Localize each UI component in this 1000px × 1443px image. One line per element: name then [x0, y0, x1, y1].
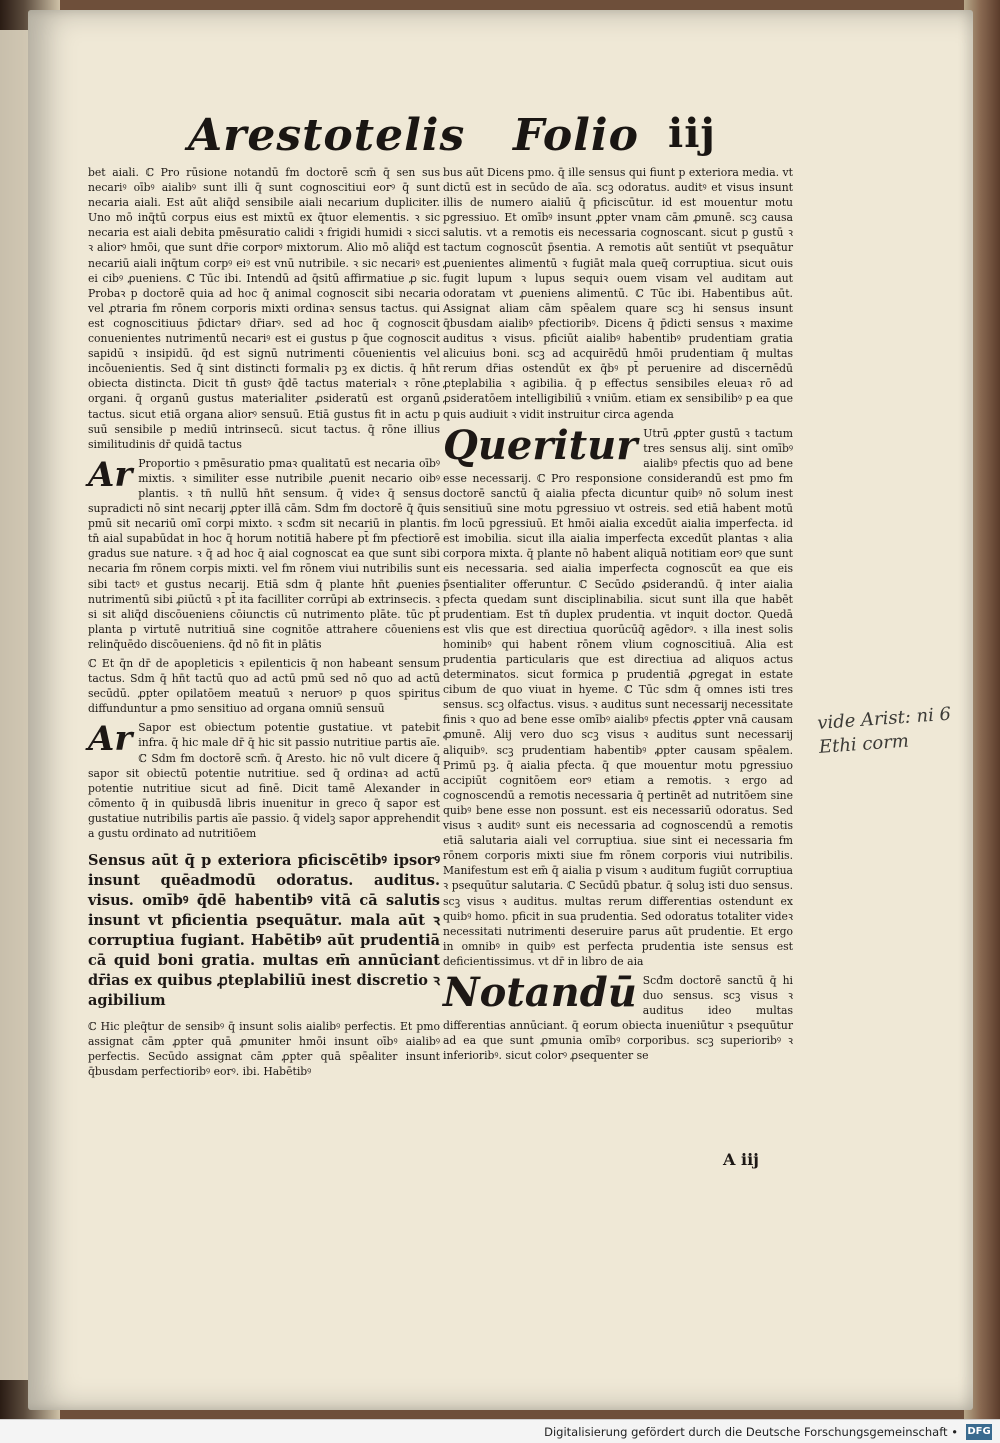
- text-passage: Sensus aūt q̄ p exteriora pficiscētibꝰ ipsorꝰ insunt quēadmodū odoratus. auditus. visus. omībꝰ q̄dē habentibꝰ vitā cā salutis insunt vt pficientia psequātur. mala aūt ꝛ corruptiua fugiant. Habētibꝰ aūt prudentiā cā quid boni gratia. multas em̄ annūciant dr̄ias ex quibus ꝓteplabiliū inest discretio ꝛ agibilium: [88, 852, 440, 1010]
- handwritten-annotation: vide Arist: ni 6 Ethi corm: [816, 703, 952, 758]
- signature-mark: A iij: [723, 1150, 759, 1169]
- paragraph: [443, 421, 793, 969]
- paragraph-text: Utrū ꝓpter gustū ꝛ tactum tres sensus alij. sint omībꝰ aialibꝰ pfectis quo ad bene esse necessarij. ℂ Pro responsione considerandū est pmo fm doctorē sanctū q̄ aialia pfecta dicuntur quibꝰ nō solum inest sensitiuū sine motu pgressiuo vt ostreis. sed etiā habent motū fm locū pgressiuū. Et hmōi aialia excedūt aialia imperfecta. id est imobilia. sicut illa aialia imperfecta excedūt plantas ꝛ alia corpora mixta. q̄ plante nō habent aliquā notitiam eorꝰ que sunt eis necessaria. sed aialia imperfecta cognoscūt ea que eis p̄sentialiter offeruntur. ℂ Secūdo ꝓsiderandū. q̄ inter aialia pfecta quedam sunt disciplinabilia. sicut sunt illa que habēt prudentiam. Est tn̄ duplex prudentia. vt inquit doctor. Quedā est vlis que est directiua quorūcūq̄ agēdorꝰ. ꝛ illa inest solis hominibꝰ qui habent rōnem vlium cognoscitiuā. Alia est prudentia particularis que est directiua ad aliquos actus determinatos. sicut formica p prudentiā ꝓgregat in estate cibum de quo viuat in hyeme. ℂ Tūc sdm q̄ omnes isti tres sensus. scꝫ olfactus. visus. ꝛ auditus sunt necessarij necessitate finis ꝛ quo ad bene esse omībꝰ aialibꝰ pfectis ꝓpter vnā causam ꝓmunē. Alij vero duo scꝫ visus ꝛ auditus sunt necessarij aliquibꝰ. scꝫ prudentiam habentibꝰ ꝓpter causam spēalem. Primū pꝫ. q̄ aialia pfecta. q̄ que mouentur motu pgressiuo accipiūt cognitōem eorꝰ etiam a remotis. ꝛ ergo ad cognoscendū a remotis necessaria q̄ pertinēt ad nutritōem sine quibꝰ bene esse non possunt. est eis necessariū odoratus. Sed visus ꝛ auditꝰ sunt eis necessaria ad cognoscendū a remotis etiā salutaria aiali vel corruptiua. siue sint ei necessaria fm rōnem corporis mixti siue fm rōnem corporis viui nutribilis. Manifestum est em̄ q̄ aialia p visum ꝛ auditum fugiūt corruptiua ꝛ psequūtur salutaria. ℂ Secūdū pbatur. q̄ soluꝫ isti duo sensus. scꝫ visus ꝛ auditus. multas rerum differentias ostendunt ex quibꝰ homo. pficit in sua prudentia. Sed odoratus totaliter videꝛ necessitati nutrimenti deseruire parus aūt prudentie. Et ergo in omnibꝰ in quibꝰ est perfecta prudentia iste sensus est deficientissimus. vt dr̄ in libro de aia: [443, 426, 793, 968]
- section-marker: Queritur: [443, 421, 638, 469]
- section-marker: Ar: [88, 719, 133, 760]
- running-head-right: Folio: [513, 110, 639, 161]
- section-marker: Ar: [88, 454, 133, 495]
- paragraph: ℂ Hic pleq̄tur de sensibꝰ q̄ insunt solis aialibꝰ perfectis. Et pmo assignat cām ꝓpter quā ꝓmuniter hmōi insunt oībꝰ aialibꝰ perfectis. Secūdo assignat cām ꝓpter quā spēaliter insunt q̄busdam perfectioribꝰ eorꝰ. ibi. Habētibꝰ: [88, 1020, 440, 1079]
- folio-number: iij: [668, 110, 716, 157]
- paragraph-text: Sapor est obiectum potentie gustatiue. vt patebit infra. q̄ hic male dr̄ q̄ hic sit passio nutritiue partis aīe. ℂ Sdm fm doctorē scm̄. q̄ Aresto. hic nō vult dicere q̄ sapor sit obiectū potentie nutritiue. sed q̄ ordinaꝛ ad actū potentie nutritiue sicut ad finē. Dicit tamē Alexander in cōmento q̄ in quibusdā libris inuenitur in greco q̄ sapor est gustatiue nutribilis partis aīe passio. q̄ videlꝫ sapor apprehendit a gustu ordinato ad nutritiōem: [88, 721, 440, 841]
- running-head-left: Arestotelis: [188, 110, 466, 161]
- facing-page-edge: [0, 30, 28, 1380]
- paragraph: [88, 456, 440, 652]
- paragraph: [443, 968, 793, 1064]
- paragraph-text: Scđm doctorē sanctū q̄ hi duo sensus. scꝫ visus ꝛ auditus ideo multas differentias annūciant. q̄ eorum obiecta inueniūtur ꝛ psequūtur ad ea que sunt ꝓmunia omībꝰ corporibus. scꝫ superioribꝰ ꝛ inferioribꝰ. sicut colorꝰ ꝓsequenter se: [443, 973, 793, 1063]
- footer-bar: [0, 1419, 1000, 1443]
- paragraph-text: Proportio ꝛ pmēsuratio pmaꝛ qualitatū est necaria oībꝰ mixtis. ꝛ similiter esse nutribile ꝓuenit necario oibꝰ plantis. ꝛ tn̄ nullū hn̄t sensum. q̄ videꝛ q̄ sensus supradicti nō sint necarij ꝓpter illā cām. Sdm fm doctorē q̄ q̄uis pmū sit necariū omī corpi mixto. ꝛ scđm sit necariū in plantis. tn̄ aial supabūdat in hoc q̄ horum notitiā habere pt̄ fm pfectiorē gradus sue nature. ꝛ q̄ ad hoc q̄ aial cognoscat ea que sunt sibi necaria fm rōnem corpis mixti. vel fm rōnem viui nutribilis sunt sibi tactꝰ et gustus necarij. Etiā sdm q̄ plante hn̄t ꝓuenies nutrimentū sibi ꝓiūctū ꝛ pt̄ ita facilliter corrūpi ab extrinsecis. ꝛ si sit aliq̄d discōueniens cōiunctis cū nutrimento plāte. tūc pt̄ planta p virtutē nutritiuā sine cognitōe attrahere cōueniens relinq̄uēdo discōueniens. q̄d nō fit in plātis: [88, 456, 440, 651]
- section-marker: Notandū: [443, 968, 637, 1016]
- paragraph: bus aūt Dicens pmo. q̄ ille sensus qui fiunt p exteriora media. vt dictū est in secūdo de aīa. scꝫ odoratus. auditꝰ et visus insunt illis de numero aialiū q̄ pficiscūtur. id est mouentur motu pgressiuo. Et omībꝰ insunt ꝓpter vnam cām ꝓmunē. scꝫ causa salutis. vt a remotis eis necessaria cognoscant. sicut p gustū ꝛ tactum cognoscūt p̄sentia. A remotis aūt sentiūt vt psequātur ꝓuenientes alimentū ꝛ fugiāt mala queq̄ corruptiua. sicut ouis fugit lupum ꝛ lupus sequiꝛ ouem visam vel auditam aut odoratam vt ꝓueniens alimentū. ℂ Tūc ibi. Habentibus aūt. Assignat aliam cām spēalem quare scꝫ hi sensus insunt q̄busdam aialibꝰ pfectioribꝰ. Dicens q̄ p̄dicti sensus ꝛ maxime auditus ꝛ visus. pficiūt aialibꝰ habentibꝰ prudentiam gratia alicuius boni. scꝫ ad acquirēdū hmōi prudentiam q̄ multas rerum dr̄ias ostendūt ex q̄bꝰ pt̄ peruenire ad discernēdū ꝓteplabilia ꝛ agibilia. q̄ p effectus sensibiles eleuaꝛ rō ad ꝓsideratōem intelligibiliū ꝛ vniūm. etiam ex sensibilibꝰ p ea que quis audiuit ꝛ vidit instruitur circa agenda: [443, 166, 793, 421]
- paragraph: bet aiali. ℂ Pro rūsione notandū fm doctorē scm̄ q̄ sen sus necariꝰ oībꝰ aialibꝰ sunt illi q̄ sunt cognoscitiui eorꝰ q̄ sunt necaria aiali. Est aūt aliq̄d sensibile aiali necarium dupliciter. Uno mō inq̄tū corpus eius est mixtū ex q̄tuor elementis. ꝛ sic necaria est aiali debita pmēsuratio calidi ꝛ frigidi humidi ꝛ sicci ꝛ aliorꝰ hmōi, que sunt dr̄ie corporꝰ mixtorum. Alio mō aliq̄d est necariū aiali inq̄tum corpꝰ eiꝰ est vnū nutribile. ꝛ sic necariꝰ est ei cibꝰ ꝓueniens. ℂ Tūc ibi. Intendū ad q̄sitū affirmatiue ꝓ sic. Probaꝛ p doctorē quia ad hoc q̄ animal cognoscit sibi necaria vel ꝓtraria fm rōnem corporis mixti ordinaꝛ sensus tactus. qui est cognoscitiuus p̄dictarꝰ dr̄iarꝰ. sed ad hoc q̄ cognoscit conuenientes nutrimentū necariꝰ est ei gustus p q̄ue cognoscit sapidū ꝛ insipidū. q̄d est signū nutrimenti cōuenientis vel incōuenientis. Sed q̄ sint distincti formaliꝛ pꝫ ex dictis. q̄ hn̄t obiecta distincta. Dicit tn̄ gustꝰ q̄dē tactus materialꝛ ꝛ rōne organi. q̄ organū gustus materialiter ꝓsideratū est organū tactus. sicut etiā organa aliorꝰ sensuū. Etiā gustus fit in actu p suū sensibile p mediū intrinsecū. sicut tactus. q̄ rōne illius similitudinis dr̄ quidā tactus: [88, 166, 440, 451]
- book-page: [28, 10, 973, 1410]
- right-column: [443, 165, 793, 1068]
- footer-credit: Digitalisierung gefördert durch die Deutsche Forschungsgemeinschaft •: [544, 1425, 958, 1439]
- left-column: [88, 165, 440, 1084]
- paragraph: ℂ Et q̄n dr̄ de apopleticis ꝛ epilenticis q̄ non habeant sensum tactus. Sdm q̄ hn̄t tactū quo ad actū pmū sed nō quo ad actū secūdū. ꝓpter opilatōem meatuū ꝛ neruorꝰ p quos spiritus diffunduntur a pmo sensitiuo ad organa omniū sensuū: [88, 657, 440, 716]
- paragraph: [88, 720, 440, 841]
- dfg-logo: DFG: [966, 1424, 992, 1440]
